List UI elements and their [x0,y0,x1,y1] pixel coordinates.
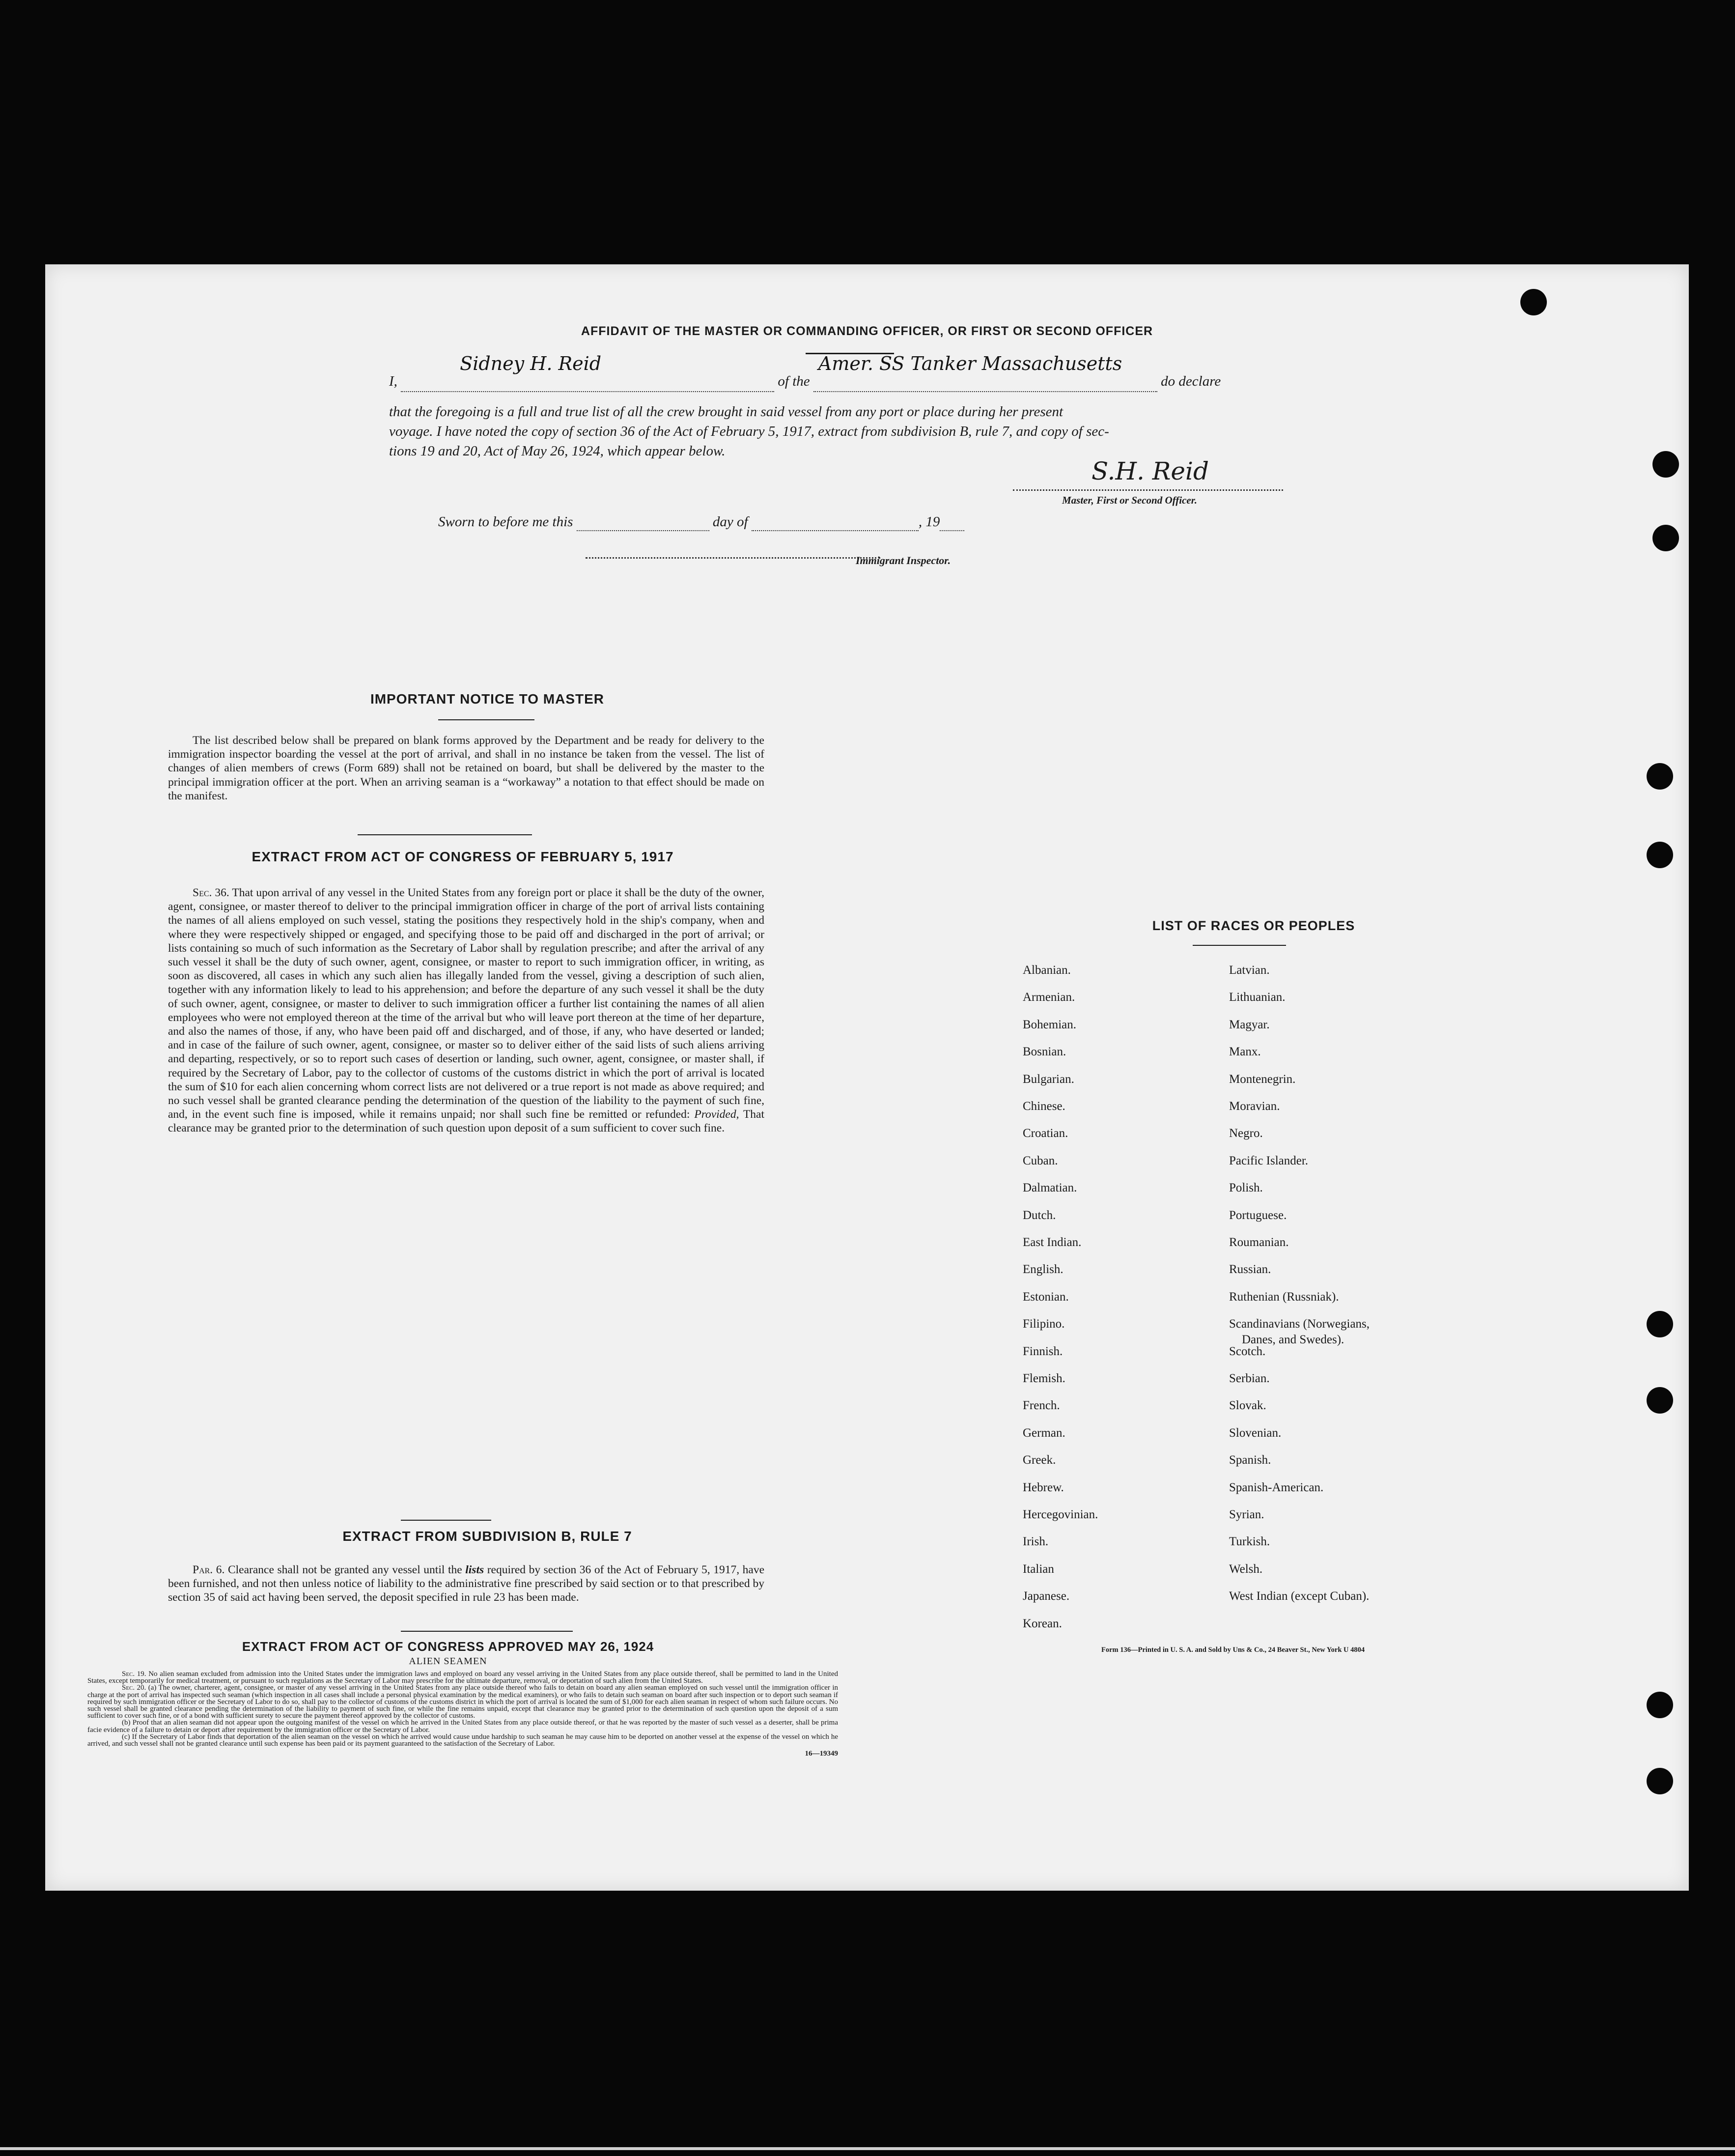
race-item: Russian. [1229,1263,1271,1277]
race-item: Hercegovinian. [1023,1508,1098,1521]
name-field [401,353,774,392]
race-item: Syrian. [1229,1508,1264,1521]
race-item: Magyar. [1229,1018,1270,1031]
section-label: Sec. 36. [193,886,229,899]
race-item: Latvian. [1229,964,1270,977]
punch-hole-icon [1520,289,1547,315]
notice-title: IMPORTANT NOTICE TO MASTER [370,691,605,707]
race-item: Serbian. [1229,1372,1270,1385]
section-body: No alien seaman excluded from admission into the United States under the immigration laws and employed on board any vessel arriving in the United States from any place outside thereof, shall be permitted to land in the United States, except temporarily for medical treatment, or pursuant to such regulations as the Secretary of Labor may prescribe for the ultimate departure, removal, or deportation of such alien from the United States. [87,1670,838,1685]
race-item: Manx. [1229,1045,1261,1059]
punch-hole-icon [1647,1768,1673,1794]
extract-1917-title: EXTRACT FROM ACT OF CONGRESS OF FEBRUARY 5, 1917 [252,849,674,864]
section-label: Sec. 20. [122,1684,146,1692]
race-item: Croatian. [1023,1127,1068,1140]
section-divider [1193,945,1286,946]
sworn-line [438,514,964,531]
section-divider [401,1631,573,1632]
punch-hole-icon [1652,525,1679,551]
race-item: Japanese. [1023,1589,1070,1603]
race-item: Italian [1023,1562,1054,1576]
section-body: That upon arrival of any vessel in the United States from any foreign port or place it shall be the duty of the owner, agent, consignee, or master thereof to deliver to the principal immigration officer in charge of the port of arrival lists containing the names of all aliens employed on such vessel, stating the positions they respectively hold in the ship's company, when and where they were respectively shipped or engaged, and specifying those to be paid off and discharged in the port of arrival; or lists containing so much of such information as the Secretary of Labor shall by regulation prescribe; and after the arrival of any such vessel it shall be the duty of such owner, agent, consignee, or master to report to such immigration officer, in writing, as soon as discovered, all cases in which any such alien has illegally landed from the vessel, giving a description of such alien, together with any information likely to lead to his apprehension; and before the departure of any such vessel it shall be the duty of such owner, agent, consignee, or master to deliver to such immigration officer a further list containing the names of all alien employees who were not employed thereon at the time of the arrival but who will leave port thereon at the time of her departure, and also the names of those, if any, who have been paid off and discharged, and of those, if any, who have deserted or landed; and in case of the failure of such owner, agent, consignee, or master so to deliver either of the said lists of such aliens arriving and departing, respectively, or so to report such cases of desertion or landing, such owner, agent, consignee, or master shall, if required by the Secretary of Labor, pay to the collector of customs of the customs district in which the port of arrival is located the sum of $10 for each alien concerning whom correct lists are not delivered or a true report is not made as above required; and no such vessel shall be granted clearance pending the determination of the question of the liability to the payment of such fine, and, in the event such fine is imposed, while it remains unpaid; nor shall such fine be remitted or refunded: [168,886,765,1121]
punch-hole-icon [1647,1311,1673,1337]
rule7-text: Clearance shall not be granted any vessel until the [227,1563,462,1576]
sec20c-paragraph: (c) If the Secretary of Labor finds that deportation of the alien seaman on the vessel on which he arrived would cause undue hardship to such seaman he may cause him to be deported on another vessel at the expense of the vessel on which he arrived, and such vessel shall not be granted clearance until such expense has been paid or its payment guaranteed to the satisfaction of the Secretary of Labor. [87,1732,838,1748]
race-item: French. [1023,1399,1060,1413]
section-label: Sec. 19. [122,1670,146,1678]
proviso-label: Provided, [694,1108,739,1121]
race-item: Pacific Islander. [1229,1154,1309,1167]
document-page [45,264,1689,1891]
race-item: English. [1023,1263,1063,1277]
section-divider [358,834,532,835]
section-divider [401,1520,491,1521]
race-item: Portuguese. [1229,1208,1287,1222]
race-item: Moravian. [1229,1100,1280,1113]
of-the-label: of the [778,373,810,389]
race-item: Lithuanian. [1229,991,1286,1004]
race-item: German. [1023,1426,1065,1440]
handwritten-signature: S.H. Reid [1091,457,1209,485]
extract-rule7-title: EXTRACT FROM SUBDIVISION B, RULE 7 [342,1529,632,1544]
race-item: Montenegrin. [1229,1072,1296,1086]
section-body: (a) The owner, charterer, agent, consignee, or master of any vessel arriving in the United States from any place outside thereof who fails to detain on board any alien seaman employed on such vessel until the immigration officer in charge at the port of arrival has inspected such seaman (which inspection in all cases shall include a personal physical examination by the medical examiners), or who fails to detain such seaman on board after such inspection or to deport such seaman if required by such immigration officer or the Secretary of Labor to do so, shall pay to the collector of customs of the customs district in which the port of arrival is located the sum of $1,000 for each alien seaman in respect of whom such failure occurs. No such vessel shall be granted clearance pending the determination of the liability to payment of such fine, or while the fine remains unpaid, except that clearance may be granted prior to the determination of such question upon the deposit of a sum sufficient to cover such fine, or of a bond with sufficient surety to secure the payment thereof approved by the collector of customs. [87,1684,838,1720]
year-field [940,514,964,531]
extract-1924-text [87,1671,838,1757]
race-item: West Indian (except Cuban). [1229,1589,1370,1603]
punch-hole-icon [1647,842,1673,868]
handwritten-vessel: Amer. SS Tanker Massachusetts [818,353,1122,374]
day-field [577,514,709,531]
race-item: Finnish. [1023,1344,1063,1358]
sec20b-paragraph: (b) Proof that an alien seaman did not appear upon the outgoing manifest of the vessel on which he arrived in the United States from any place outside thereof, or that he was reported by the master of such vessel as a deserter, shall be prima facie evidence of a failure to detain or deport after requirement by the immigration officer or the Secretary of Labor. [87,1719,838,1734]
section-divider [438,719,534,720]
race-item: Danes, and Swedes). [1242,1333,1344,1347]
race-item: East Indian. [1023,1236,1082,1249]
rule7-text: required by section 36 of the Act of February 5, 1917, have been furnished, and not then unless notice of liability to the administrative fine prescribed by said section or to that prescribed by section 35 of said act having been served, the deposit specified in rule 23 has been made. [168,1563,765,1604]
race-item: Bosnian. [1023,1045,1066,1059]
paragraph-label: Par. 6. [193,1563,225,1576]
extract-rule7-text [168,1563,764,1605]
race-item: Ruthenian (Russniak). [1229,1290,1339,1304]
race-item: Estonian. [1023,1290,1069,1304]
month-field [752,514,919,531]
race-item: Turkish. [1229,1535,1270,1549]
race-item: Welsh. [1229,1562,1263,1576]
film-edge-line [0,2147,1735,2150]
notice-text: The list described below shall be prepared on blank forms approved by the Department and be ready for delivery to the immigration inspector boarding the vessel at the port of arrival, and shall in no instance be taken from the vessel. The list of changes of alien members of crews (Form 689) shall not be retained on board, but shall be delivered by the master to the principal immigration officer at the port. When an arriving seaman is a “workaway” a notation to that effect should be made on the manifest. [168,734,764,802]
race-item: Scotch. [1229,1344,1266,1358]
race-item: Polish. [1229,1181,1263,1195]
vessel-field [813,353,1157,392]
inspector-line [586,557,880,559]
day-of-label: day of [712,514,748,530]
sworn-label: Sworn to before me this [438,514,573,530]
punch-hole-icon [1647,763,1673,790]
race-item: Flemish. [1023,1372,1065,1385]
sec19-paragraph [87,1671,838,1684]
race-item: Dutch. [1023,1208,1056,1222]
punch-hole-icon [1647,1692,1673,1718]
race-item: Albanian. [1023,964,1071,977]
race-item: Roumanian. [1229,1236,1289,1249]
form-footer: Form 136—Printed in U. S. A. and Sold by Uns & Co., 24 Beaver St., New York U 4804 [1101,1646,1365,1654]
race-item: Armenian. [1023,991,1075,1004]
form-code: 16—19349 [805,1750,838,1758]
affidavit-title: AFFIDAVIT OF THE MASTER OR COMMANDING OFFICER, OR FIRST OR SECOND OFFICER [581,324,1153,338]
proviso-text: That clearance may be granted prior to the determination of such question upon deposit of a sum sufficient to cover such fine. [168,1108,765,1135]
race-item: Slovenian. [1229,1426,1282,1440]
race-item: Hebrew. [1023,1480,1064,1494]
extract-1917-text [168,886,764,1135]
extract-1924-title: EXTRACT FROM ACT OF CONGRESS APPROVED MAY 26, 1924 [242,1639,654,1654]
races-title: LIST OF RACES OR PEOPLES [1152,918,1355,933]
race-item: Scandinavians (Norwegians, [1229,1317,1370,1331]
declaration-line: that the foregoing is a full and true list of all the crew brought in said vessel from any port or place during her present [389,404,1063,420]
race-item: Bohemian. [1023,1018,1077,1031]
signature-line [1013,489,1283,491]
lists-word: lists [465,1563,484,1576]
race-item: Bulgarian. [1023,1072,1074,1086]
race-item: Spanish-American. [1229,1480,1324,1494]
race-item: Dalmatian. [1023,1181,1077,1195]
declaration-line: voyage. I have noted the copy of section 36 of the Act of February 5, 1917, extract from subdivision B, rule 7, and copy of sec- [389,424,1109,439]
race-item: Slovak. [1229,1399,1266,1413]
declaration-line: tions 19 and 20, Act of May 26, 1924, which appear below. [389,443,726,459]
signature-caption: Master, First or Second Officer. [1062,494,1197,506]
race-item: Irish. [1023,1535,1049,1549]
handwritten-name: Sidney H. Reid [460,353,602,374]
i-label: I, [389,373,397,389]
race-item: Greek. [1023,1453,1056,1467]
inspector-caption: Immigrant Inspector. [856,554,951,567]
race-item: Korean. [1023,1617,1062,1630]
race-item: Filipino. [1023,1317,1065,1331]
race-item: Negro. [1229,1127,1263,1140]
declare-label: do declare [1161,373,1221,389]
declaration-text [389,402,1357,461]
punch-hole-icon [1652,451,1679,478]
punch-hole-icon [1647,1387,1673,1414]
year-prefix: , 19 [918,514,940,530]
sec20a-paragraph [87,1684,838,1719]
alien-seamen-subtitle: ALIEN SEAMEN [409,1656,487,1667]
race-item: Chinese. [1023,1100,1065,1113]
race-item: Cuban. [1023,1154,1058,1167]
race-item: Spanish. [1229,1453,1271,1467]
declaration-first-line [389,353,1357,392]
